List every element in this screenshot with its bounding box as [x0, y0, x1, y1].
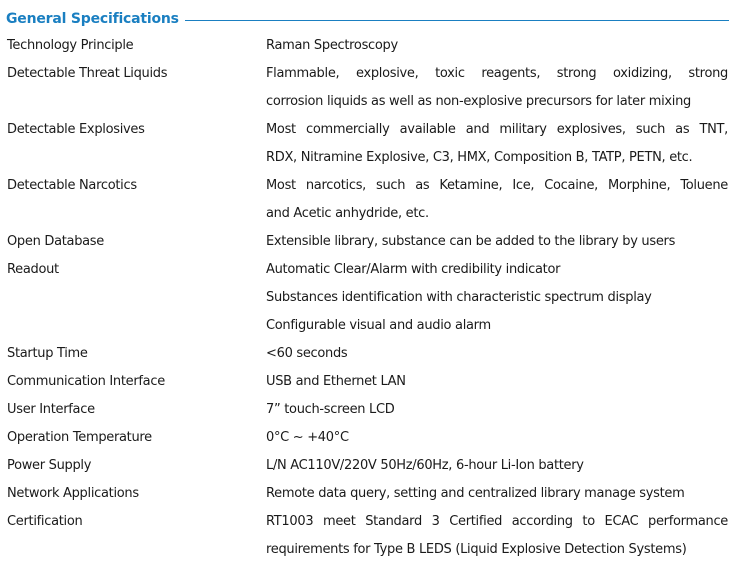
spec-value — [266, 116, 728, 172]
spec-value — [266, 60, 728, 116]
spec-value-line: corrosion liquids as well as non-explosive precursors for later mixing — [266, 94, 692, 109]
spec-row — [0, 452, 729, 480]
spec-value — [266, 424, 728, 452]
spec-value-line: and Acetic anhydride, etc. — [266, 206, 429, 221]
section-title: General Specifications — [6, 11, 179, 27]
spec-row — [0, 172, 729, 228]
spec-row — [0, 228, 729, 256]
spec-label: User Interface — [7, 402, 95, 417]
spec-value — [266, 368, 728, 396]
spec-value-line: Automatic Clear/Alarm with credibility indicator — [266, 262, 561, 277]
spec-value — [266, 396, 728, 424]
spec-value — [266, 340, 728, 368]
spec-value-line: USB and Ethernet LAN — [266, 374, 406, 389]
spec-row — [0, 32, 729, 60]
spec-value — [266, 508, 728, 564]
spec-label: Operation Temperature — [7, 430, 152, 445]
spec-value — [266, 228, 728, 256]
spec-label: Open Database — [7, 234, 104, 249]
spec-label: Network Applications — [7, 486, 139, 501]
spec-value-line: Most narcotics, such as Ketamine, Ice, Cocaine, Morphine, Toluene — [266, 178, 728, 193]
spec-label: Power Supply — [7, 458, 92, 473]
spec-value-line: RT1003 meet Standard 3 Certified according to ECAC performance — [266, 514, 728, 529]
spec-value-line: Extensible library, substance can be added to the library by users — [266, 234, 676, 249]
spec-value-line: Remote data query, setting and centralized library manage system — [266, 486, 685, 501]
section-divider — [185, 20, 729, 21]
spec-label: Detectable Narcotics — [7, 178, 137, 193]
spec-value — [266, 32, 728, 60]
spec-value — [266, 480, 728, 508]
spec-row — [0, 396, 729, 424]
spec-label: Readout — [7, 262, 59, 277]
spec-value-line: requirements for Type B LEDS (Liquid Explosive Detection Systems) — [266, 542, 687, 557]
spec-row — [0, 480, 729, 508]
spec-row — [0, 116, 729, 172]
spec-value — [266, 172, 728, 228]
spec-value-line: Most commercially available and military explosives, such as TNT, — [266, 122, 728, 137]
spec-row — [0, 368, 729, 396]
spec-value-line: Substances identification with characteristic spectrum display — [266, 290, 652, 305]
spec-row — [0, 508, 729, 564]
spec-label: Detectable Threat Liquids — [7, 66, 168, 81]
spec-label: Certification — [7, 514, 83, 529]
spec-label: Technology Principle — [7, 38, 134, 53]
spec-value-line: 0°C ~ +40°C — [266, 430, 349, 445]
spec-row — [0, 256, 729, 340]
spec-value-line: RDX, Nitramine Explosive, C3, HMX, Composition B, TATP, PETN, etc. — [266, 150, 693, 165]
spec-value-line: Raman Spectroscopy — [266, 38, 398, 53]
spec-label: Communication Interface — [7, 374, 165, 389]
spec-value — [266, 256, 728, 340]
spec-row — [0, 424, 729, 452]
section-header — [6, 8, 729, 30]
spec-table — [0, 32, 729, 564]
spec-row — [0, 60, 729, 116]
spec-label: Detectable Explosives — [7, 122, 145, 137]
spec-value — [266, 452, 728, 480]
spec-value-line: Configurable visual and audio alarm — [266, 318, 491, 333]
spec-label: Startup Time — [7, 346, 88, 361]
spec-value-line: <60 seconds — [266, 346, 348, 361]
spec-value-line: 7” touch-screen LCD — [266, 402, 395, 417]
spec-value-line: Flammable, explosive, toxic reagents, strong oxidizing, strong — [266, 66, 728, 81]
spec-row — [0, 340, 729, 368]
spec-value-line: L/N AC110V/220V 50Hz/60Hz, 6-hour Li-Ion battery — [266, 458, 584, 473]
